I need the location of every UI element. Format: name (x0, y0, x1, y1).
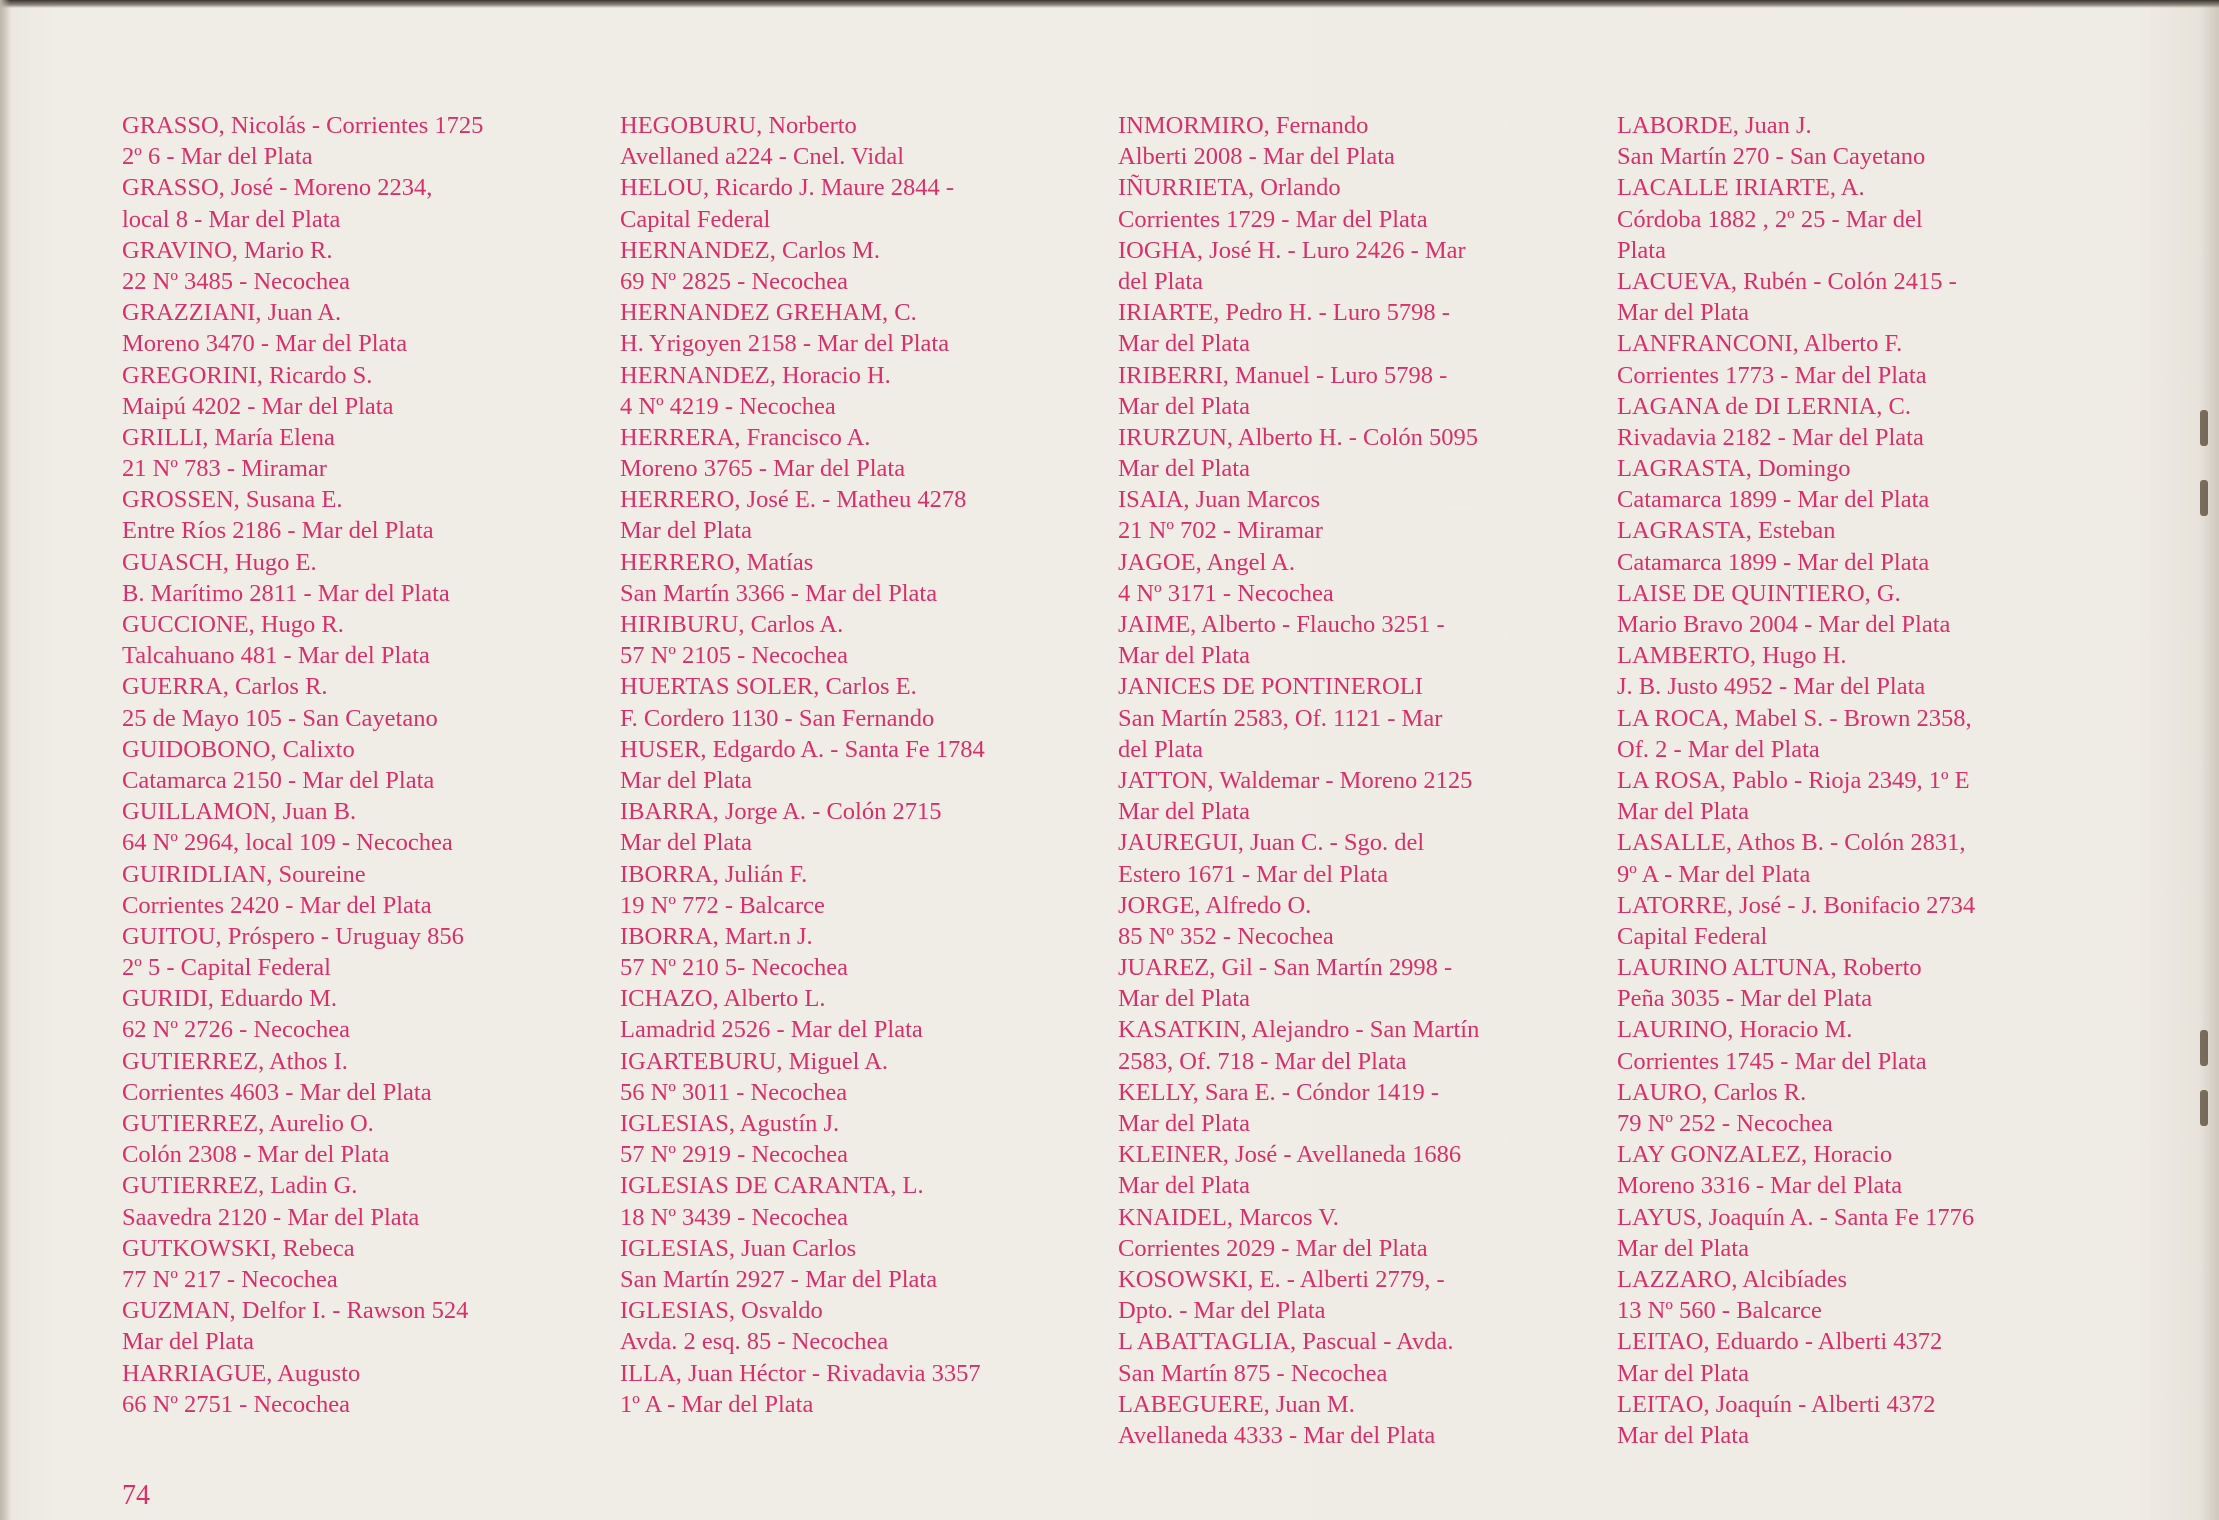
directory-line: Mar del Plata (1118, 455, 1250, 483)
directory-line: HERRERO, José E. - Matheu 4278 (620, 486, 967, 514)
directory-line: GUASCH, Hugo E. (122, 548, 317, 576)
directory-line: IBARRA, Jorge A. - Colón 2715 (620, 798, 942, 826)
page-top-edge (0, 0, 2219, 8)
directory-line: 57 Nº 2105 - Necochea (620, 642, 849, 670)
directory-line: Saavedra 2120 - Mar del Plata (122, 1203, 420, 1231)
directory-line: KLEINER, José - Avellaneda 1686 (1118, 1141, 1462, 1169)
directory-line: del Plata (1118, 735, 1204, 763)
directory-line: Avda. 2 esq. 85 - Necochea (620, 1328, 889, 1356)
directory-line: ISAIA, Juan Marcos (1118, 486, 1321, 514)
directory-line: IBORRA, Mart.n J. (620, 922, 813, 950)
directory-line: 2º 6 - Mar del Plata (122, 143, 313, 171)
directory-line: Mar del Plata (1617, 1234, 1749, 1262)
directory-line: 4 Nº 3171 - Necochea (1118, 579, 1334, 607)
directory-line: GRAZZIANI, Juan A. (122, 299, 342, 327)
directory-line: LASALLE, Athos B. - Colón 2831, (1617, 829, 1966, 857)
directory-line: HUERTAS SOLER, Carlos E. (620, 673, 917, 701)
directory-line: GRASSO, Nicolás - Corrientes 1725 (122, 112, 484, 139)
directory-line: GUILLAMON, Juan B. (122, 798, 357, 826)
directory-line: LACUEVA, Rubén - Colón 2415 - (1617, 267, 1957, 295)
directory-line: LEITAO, Eduardo - Alberti 4372 (1617, 1328, 1943, 1356)
directory-line: 25 de Mayo 105 - San Cayetano (122, 704, 438, 732)
directory-line: IRIARTE, Pedro H. - Luro 5798 - (1118, 299, 1450, 327)
directory-line: IRURZUN, Alberto H. - Colón 5095 (1118, 423, 1478, 451)
directory-line: Mar del Plata (1118, 1172, 1250, 1200)
directory-line: 18 Nº 3439 - Necochea (620, 1203, 849, 1231)
directory-line: Capital Federal (620, 205, 771, 233)
directory-line: Catamarca 1899 - Mar del Plata (1617, 486, 1930, 514)
directory-line: Corrientes 1773 - Mar del Plata (1617, 361, 1927, 389)
directory-column-3 (1118, 110, 1588, 1451)
directory-line: Mar del Plata (122, 1328, 254, 1356)
directory-line: GROSSEN, Susana E. (122, 486, 343, 514)
directory-line: GUIRIDLIAN, Soureine (122, 860, 366, 888)
directory-line: LA ROCA, Mabel S. - Brown 2358, (1617, 704, 1972, 732)
directory-line: 57 Nº 210 5- Necochea (620, 954, 849, 982)
directory-line: Mar del Plata (1118, 985, 1250, 1013)
directory-line: H. Yrigoyen 2158 - Mar del Plata (620, 330, 950, 358)
directory-line: 13 Nº 560 - Balcarce (1617, 1297, 1822, 1325)
directory-line: San Martín 3366 - Mar del Plata (620, 579, 938, 607)
directory-line: 19 Nº 772 - Balcarce (620, 891, 825, 919)
directory-line: LACALLE IRIARTE, A. (1617, 174, 1865, 202)
directory-line: HERRERA, Francisco A. (620, 423, 871, 451)
directory-line: IRIBERRI, Manuel - Luro 5798 - (1118, 361, 1448, 389)
directory-line: San Martín 875 - Necochea (1118, 1359, 1388, 1387)
directory-line: LEITAO, Joaquín - Alberti 4372 (1617, 1390, 1936, 1418)
directory-line: GUTKOWSKI, Rebeca (122, 1234, 355, 1262)
directory-line: Mar del Plata (620, 517, 752, 545)
directory-line: Córdoba 1882 , 2º 25 - Mar del (1617, 205, 1923, 233)
directory-line: LAISE DE QUINTIERO, G. (1617, 579, 1901, 607)
directory-line: 66 Nº 2751 - Necochea (122, 1390, 351, 1418)
directory-line: IGLESIAS DE CARANTA, L. (620, 1172, 924, 1200)
directory-line: Mar del Plata (1118, 798, 1250, 826)
directory-line: JANICES DE PONTINEROLI (1118, 673, 1423, 701)
directory-line: LAURINO ALTUNA, Roberto (1617, 954, 1922, 982)
directory-line: IGARTEBURU, Miguel A. (620, 1047, 889, 1075)
directory-line: JAUREGUI, Juan C. - Sgo. del (1118, 829, 1425, 857)
directory-line: del Plata (1118, 267, 1204, 295)
directory-line: IGLESIAS, Osvaldo (620, 1297, 823, 1325)
directory-line: Mar del Plata (1118, 330, 1250, 358)
directory-line: KASATKIN, Alejandro - San Martín (1118, 1016, 1480, 1044)
directory-line: L ABATTAGLIA, Pascual - Avda. (1118, 1328, 1454, 1356)
directory-line: 21 Nº 702 - Miramar (1118, 517, 1323, 545)
directory-line: Peña 3035 - Mar del Plata (1617, 985, 1873, 1013)
directory-line: GUTIERREZ, Athos I. (122, 1047, 348, 1075)
directory-line: Avellaneda 4333 - Mar del Plata (1118, 1421, 1436, 1449)
directory-line: Corrientes 1729 - Mar del Plata (1118, 205, 1428, 233)
directory-line: JAIME, Alberto - Flaucho 3251 - (1118, 611, 1445, 638)
directory-line: San Martín 270 - San Cayetano (1617, 143, 1926, 171)
directory-line: ILLA, Juan Héctor - Rivadavia 3357 (620, 1359, 981, 1387)
binding-mark (2200, 410, 2208, 446)
directory-line: San Martín 2583, Of. 1121 - Mar (1118, 704, 1443, 732)
directory-line: Moreno 3316 - Mar del Plata (1617, 1172, 1903, 1200)
directory-line: HELOU, Ricardo J. Maure 2844 - (620, 174, 955, 202)
directory-line: Talcahuano 481 - Mar del Plata (122, 642, 430, 670)
directory-line: 85 Nº 352 - Necochea (1118, 922, 1334, 950)
directory-line: Mar del Plata (620, 829, 752, 857)
directory-line: 69 Nº 2825 - Necochea (620, 267, 849, 295)
binding-mark (2200, 1090, 2208, 1126)
directory-line: GUZMAN, Delfor I. - Rawson 524 (122, 1297, 469, 1325)
directory-line: 56 Nº 3011 - Necochea (620, 1078, 848, 1106)
directory-line: Mar del Plata (1118, 642, 1250, 670)
directory-line: LAURO, Carlos R. (1617, 1078, 1807, 1106)
directory-line: Mario Bravo 2004 - Mar del Plata (1617, 611, 1951, 638)
directory-line: 77 Nº 217 - Necochea (122, 1265, 338, 1293)
directory-line: 79 Nº 252 - Necochea (1617, 1110, 1833, 1137)
directory-line: LA ROSA, Pablo - Rioja 2349, 1º E (1617, 766, 1970, 794)
directory-line: LAMBERTO, Hugo H. (1617, 642, 1847, 670)
directory-line: Mar del Plata (1617, 1359, 1749, 1387)
directory-line: Entre Ríos 2186 - Mar del Plata (122, 517, 434, 545)
directory-line: 62 Nº 2726 - Necochea (122, 1016, 351, 1044)
directory-line: KNAIDEL, Marcos V. (1118, 1203, 1339, 1231)
directory-line: GREGORINI, Ricardo S. (122, 361, 373, 389)
directory-line: GUIDOBONO, Calixto (122, 735, 355, 763)
directory-line: HERNANDEZ, Horacio H. (620, 361, 891, 389)
directory-line: LAGRASTA, Esteban (1617, 517, 1836, 545)
directory-line: GRILLI, María Elena (122, 423, 335, 451)
directory-line: HERNANDEZ GREHAM, C. (620, 299, 917, 327)
directory-line: HUSER, Edgardo A. - Santa Fe 1784 (620, 735, 985, 763)
page-number: 74 (122, 1480, 150, 1511)
directory-line: Dpto. - Mar del Plata (1118, 1297, 1326, 1325)
directory-line: JAGOE, Angel A. (1118, 548, 1295, 576)
directory-line: LABEGUERE, Juan M. (1118, 1390, 1355, 1418)
directory-line: ICHAZO, Alberto L. (620, 985, 826, 1013)
directory-line: GUTIERREZ, Aurelio O. (122, 1110, 374, 1137)
directory-line: Estero 1671 - Mar del Plata (1118, 860, 1389, 888)
directory-line: 1º A - Mar del Plata (620, 1390, 814, 1418)
directory-line: IÑURRIETA, Orlando (1118, 174, 1341, 202)
directory-line: JORGE, Alfredo O. (1118, 891, 1312, 919)
directory-line: 57 Nº 2919 - Necochea (620, 1141, 849, 1169)
directory-line: 21 Nº 783 - Miramar (122, 455, 327, 483)
directory-line: LAGRASTA, Domingo (1617, 455, 1851, 483)
directory-line: 64 Nº 2964, local 109 - Necochea (122, 829, 453, 857)
directory-line: IGLESIAS, Agustín J. (620, 1110, 840, 1137)
directory-line: GUCCIONE, Hugo R. (122, 611, 344, 638)
directory-line: 9º A - Mar del Plata (1617, 860, 1811, 888)
page-left-edge (0, 0, 10, 1520)
directory-column-1 (122, 110, 592, 1420)
directory-line: IOGHA, José H. - Luro 2426 - Mar (1118, 236, 1466, 264)
directory-line: GRASSO, José - Moreno 2234, (122, 174, 433, 202)
directory-line: Corrientes 4603 - Mar del Plata (122, 1078, 432, 1106)
directory-line: LAY GONZALEZ, Horacio (1617, 1141, 1893, 1169)
directory-line: HARRIAGUE, Augusto (122, 1359, 361, 1387)
directory-line: LANFRANCONI, Alberto F. (1617, 330, 1903, 358)
directory-line: Mar del Plata (1118, 1110, 1250, 1137)
directory-line: San Martín 2927 - Mar del Plata (620, 1265, 938, 1293)
directory-line: LAGANA de DI LERNIA, C. (1617, 392, 1911, 420)
directory-line: GUITOU, Próspero - Uruguay 856 (122, 922, 464, 950)
directory-line: GRAVINO, Mario R. (122, 236, 333, 264)
directory-line: Moreno 3765 - Mar del Plata (620, 455, 906, 483)
directory-line: HERNANDEZ, Carlos M. (620, 236, 880, 264)
directory-line: Avellaned a224 - Cnel. Vidal (620, 143, 905, 171)
directory-line: 2º 5 - Capital Federal (122, 954, 331, 982)
directory-line: JUAREZ, Gil - San Martín 2998 - (1118, 954, 1453, 982)
directory-line: JATTON, Waldemar - Moreno 2125 (1118, 766, 1473, 794)
directory-line: LATORRE, José - J. Bonifacio 2734 (1617, 891, 1976, 919)
directory-line: Plata (1617, 236, 1666, 264)
directory-line: LAZZARO, Alcibíades (1617, 1265, 1847, 1293)
directory-line: Colón 2308 - Mar del Plata (122, 1141, 390, 1169)
directory-line: Alberti 2008 - Mar del Plata (1118, 143, 1395, 171)
directory-line: Mar del Plata (1617, 299, 1749, 327)
directory-line: LAYUS, Joaquín A. - Santa Fe 1776 (1617, 1203, 1975, 1231)
directory-line: HIRIBURU, Carlos A. (620, 611, 844, 638)
directory-line: INMORMIRO, Fernando (1118, 112, 1369, 139)
directory-line: Corrientes 1745 - Mar del Plata (1617, 1047, 1927, 1075)
directory-line: IBORRA, Julián F. (620, 860, 808, 888)
directory-line: Rivadavia 2182 - Mar del Plata (1617, 423, 1924, 451)
directory-line: GUERRA, Carlos R. (122, 673, 328, 701)
directory-line: Catamarca 2150 - Mar del Plata (122, 766, 435, 794)
directory-line: LAURINO, Horacio M. (1617, 1016, 1853, 1044)
directory-line: Corrientes 2420 - Mar del Plata (122, 891, 432, 919)
directory-line: HERRERO, Matías (620, 548, 814, 576)
binding-mark (2200, 480, 2208, 516)
directory-line: Maipú 4202 - Mar del Plata (122, 392, 394, 420)
directory-line: Mar del Plata (1118, 392, 1250, 420)
binding-mark (2200, 1030, 2208, 1066)
directory-line: HEGOBURU, Norberto (620, 112, 857, 139)
directory-line: J. B. Justo 4952 - Mar del Plata (1617, 673, 1926, 701)
directory-line: IGLESIAS, Juan Carlos (620, 1234, 857, 1262)
directory-column-4 (1617, 110, 2087, 1451)
directory-line: GURIDI, Eduardo M. (122, 985, 338, 1013)
directory-line: 2583, Of. 718 - Mar del Plata (1118, 1047, 1407, 1075)
directory-line: Of. 2 - Mar del Plata (1617, 735, 1820, 763)
directory-line: Capital Federal (1617, 922, 1768, 950)
directory-line: Catamarca 1899 - Mar del Plata (1617, 548, 1930, 576)
directory-line: Mar del Plata (1617, 798, 1749, 826)
directory-line: GUTIERREZ, Ladin G. (122, 1172, 358, 1200)
directory-line: LABORDE, Juan J. (1617, 112, 1812, 139)
directory-line: local 8 - Mar del Plata (122, 205, 341, 233)
directory-line: KELLY, Sara E. - Cóndor 1419 - (1118, 1078, 1439, 1106)
directory-line: KOSOWSKI, E. - Alberti 2779, - (1118, 1265, 1445, 1293)
directory-line: Corrientes 2029 - Mar del Plata (1118, 1234, 1428, 1262)
directory-line: B. Marítimo 2811 - Mar del Plata (122, 579, 450, 607)
directory-line: Moreno 3470 - Mar del Plata (122, 330, 408, 358)
directory-column-2 (620, 110, 1090, 1420)
directory-line: 4 Nº 4219 - Necochea (620, 392, 836, 420)
directory-line: Mar del Plata (620, 766, 752, 794)
directory-line: 22 Nº 3485 - Necochea (122, 267, 351, 295)
directory-line: Lamadrid 2526 - Mar del Plata (620, 1016, 923, 1044)
directory-line: F. Cordero 1130 - San Fernando (620, 704, 935, 732)
directory-line: Mar del Plata (1617, 1421, 1749, 1449)
